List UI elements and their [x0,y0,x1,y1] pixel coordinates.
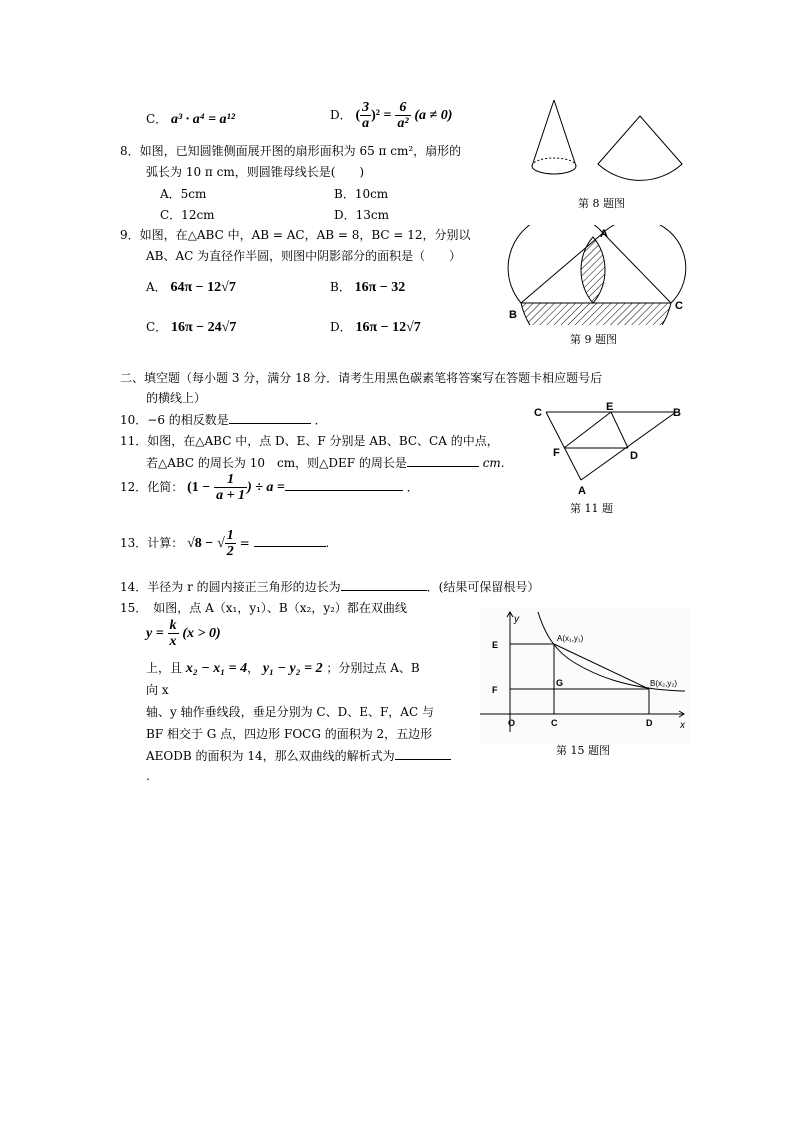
q15-answer-blank[interactable] [395,747,451,760]
q9-option-b [330,278,405,296]
fig9-label-b: B [509,309,517,321]
q7-option-d-rhs: $\frac{6}{\text{a²}}$ [397,100,409,131]
q11-line1: 11．如图，在△ABC 中，点 D、E、F 分别是 AB、BC、CA 的中点， [120,434,499,448]
fig15-label-o: O [508,718,516,728]
side-ef [564,412,611,448]
section2-heading-line2: 的横线上） [146,391,207,405]
q13-label: 13．计算： [120,536,184,550]
fig9-label-c: C [675,300,683,312]
fig15-label-x: x [680,720,685,731]
semicircle-ac [603,225,686,303]
q9-option-c-label: C． [146,320,168,334]
q11-line2 [146,454,505,471]
q8-option-b: B．10cm [334,187,389,201]
q12-end: ． [406,480,419,494]
middle-lens-shaded-region [581,237,605,303]
q15-line3-eq2: y₁ − y₂ = 2 [262,661,323,676]
cone-base-front [532,166,576,174]
q15-line8: . [146,769,150,783]
fig11-label-c: C [534,407,542,419]
fig15-label-g: G [556,678,564,688]
q15-line3 [146,659,420,677]
q9-line2: AB、AC 为直径作半圆，则图中阴影部分的面积是（ ） [146,249,462,263]
fig15-label-a: A(x₁,y₁) [557,634,584,643]
q12-expr-left: (1 − [187,480,211,495]
q8-option-d: D．13cm [334,208,389,222]
figure-15-caption: 第 15 题图 [556,744,610,757]
q14 [120,578,539,595]
q9-option-b-label: B． [330,280,351,294]
q13-frac: $\frac{1}{2}$ [226,528,234,559]
q10-text: 10．−6 的相反数是 [120,413,229,427]
q15-formula-cond: (x > 0) [182,626,221,641]
fig15-label-b: B(x₂,y₂) [650,679,678,688]
section2-heading-line1: 二、填空题（每小题 3 分，满分 18 分．请考生用黑色碳素笔将答案写在答题卡相应题号后 [120,371,603,385]
q15-line1: 15． 如图，点 A（x₁，y₁）、B（x₂，y₂）都在双曲线 [120,601,407,615]
q11-answer-blank[interactable] [407,454,479,467]
q15-line7-text: AEODB 的面积为 14，那么双曲线的解析式为 [146,749,395,763]
q15-line4: 向 x [146,683,169,697]
q7-option-c [146,110,235,128]
bottom-shaded-region [521,303,671,325]
q9-option-a [146,278,236,296]
figure-8-caption: 第 8 题图 [578,197,625,210]
figure-11 [528,402,688,500]
q9-option-d [330,318,421,336]
q7-option-d-label: D． [330,108,352,122]
fig11-label-d: D [630,450,638,462]
figure-9 [505,225,695,325]
q8-line1: 8．如图，已知圆锥侧面展开图的扇形面积为 65 π cm²，扇形的 [120,144,462,158]
figure-11-caption: 第 11 题 [570,502,613,515]
figure-15 [480,608,690,743]
side-ed [611,412,628,448]
q13-expr-a: √8 − [187,536,214,551]
q7-option-d-mid: ² = [375,108,392,123]
sector [598,116,682,180]
q11-line2-text: 若△ABC 的周长为 10 cm，则△DEF 的周长是 [146,456,407,470]
q7-option-d-frac: $\frac{3}{a}$ [362,100,370,131]
q13-eq: = [239,536,250,550]
q9-line1: 9．如图，在△ABC 中，AB = AC，AB = 8，BC = 12，分别以 [120,228,471,242]
q9-option-c-expr: 16π − 24√7 [171,320,237,335]
q15-line5: 轴、y 轴作垂线段，垂足分别为 C、D、E、F，AC 与 [146,705,434,719]
q13: 13．计算： √8 − √ $\frac{1}{2}$ = . [120,528,330,559]
q14-end: ．(结果可保留根号） [426,580,540,594]
cone-base-back [532,158,576,166]
q8-option-a: A．5cm [160,187,207,201]
q14-text: 14．半径为 r 的圆内接正三角形的边长为 [120,580,341,594]
fig11-label-a: A [578,485,586,497]
fig15-label-e: E [492,640,499,650]
fig15-label-y: y [514,614,519,625]
q15-formula-lhs: y = [146,626,164,641]
q12-frac: $\frac{1}{a + 1}$ [216,472,246,503]
q14-answer-blank[interactable] [341,578,427,591]
figure-8 [520,96,720,196]
q15-line6: BF 相交于 G 点，四边形 FOCG 的面积为 2，五边形 [146,727,433,741]
q15-line3-eq1: x₂ − x₁ = 4 [185,661,248,676]
cone-right-edge [554,100,576,166]
fig9-label-a: A [600,228,608,240]
q7-option-c-label: C． [146,112,168,126]
fig11-label-e: E [606,402,614,413]
side-ac [603,233,671,303]
q13-end: . [325,536,330,550]
q12-label: 12．化简： [120,480,184,494]
fig11-label-b: B [673,407,681,419]
q12-expr-right: ) ÷ a = [247,480,285,495]
fig15-label-f: F [492,685,498,695]
q7-option-c-expr: a³ · a⁴ = a¹² [171,112,235,127]
q9-option-d-label: D． [330,320,352,334]
q10-answer-blank[interactable] [229,411,311,424]
q10 [120,411,327,428]
q9-option-a-label: A． [146,280,167,294]
q7-option-d: D． ( $\frac{3}{a}$ )² = $\frac{6}{\text{a²}}$ (a ≠ 0) [330,100,453,131]
q15-line7 [146,747,451,764]
q9-option-b-expr: 16π − 32 [354,280,406,295]
fig15-label-c: C [551,718,558,728]
fig11-label-f: F [553,447,560,459]
q12-answer-blank[interactable] [285,478,403,491]
q11-unit: cm. [482,456,505,470]
q15-line3-pre: 上，且 [146,661,183,675]
q8-line2: 弧长为 10 π cm，则圆锥母线长是( ) [146,165,365,179]
q9-option-c [146,318,236,336]
fig15-label-d: D [646,718,653,728]
q10-end: ． [314,413,327,427]
q12 [120,472,419,503]
q15-formula-frac: $\frac{k}{x}$ [169,618,177,649]
q15-line3-mid: ， [247,661,260,675]
q8-option-c: C．12cm [160,208,215,222]
side-ab [581,412,676,480]
cone-left-edge [532,100,554,166]
figure-9-caption: 第 9 题图 [570,333,617,346]
q15-formula [146,618,221,649]
q9-option-d-expr: 16π − 12√7 [355,320,421,335]
q15-line3-post: ；分别过点 A、B [326,661,420,675]
q7-option-d-cond: (a ≠ 0) [414,108,453,123]
side-ca [546,412,581,480]
q13-answer-blank[interactable] [254,534,326,547]
q9-option-a-expr: 64π − 12√7 [170,280,236,295]
